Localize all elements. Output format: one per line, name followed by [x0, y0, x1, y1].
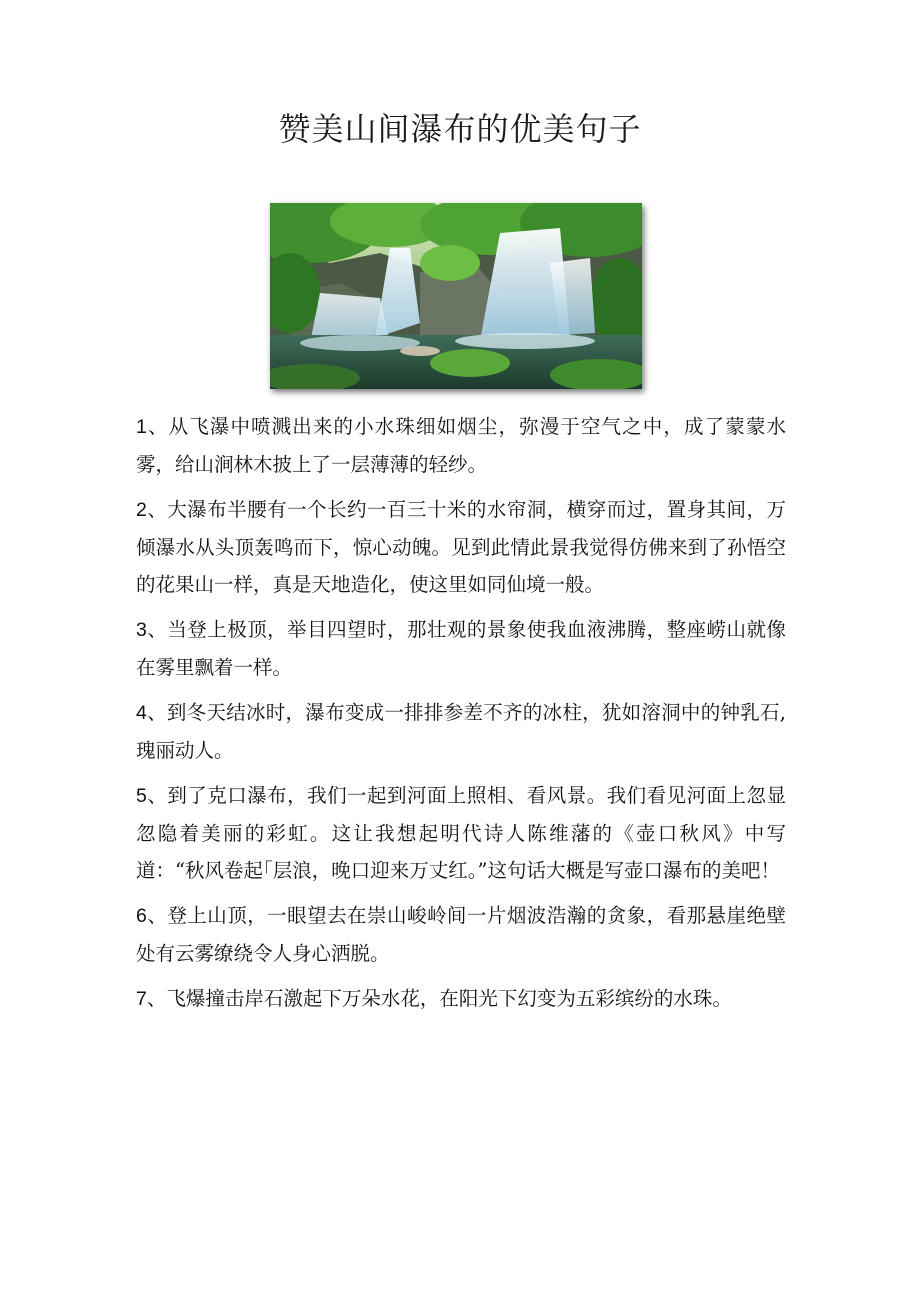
list-item: [136, 777, 786, 889]
item-separator: 、: [146, 415, 169, 438]
item-text: 飞爆撞击岸石激起下万朵水花，在阳光下幻变为五彩缤纷的水珠。: [166, 987, 732, 1010]
item-number: 7: [136, 988, 147, 1010]
paragraph-list: [136, 408, 786, 1026]
list-item: [136, 491, 786, 603]
document-title: 赞美山间瀑布的优美句子: [278, 110, 642, 148]
list-item: [136, 408, 786, 483]
item-text: 到冬天结冰时，瀑布变成一排排参差不齐的冰柱，犹如溶洞中的钟乳石,瑰丽动人。: [136, 701, 786, 762]
item-number: 1: [136, 416, 147, 438]
item-separator: 、: [146, 904, 168, 927]
list-item: [136, 611, 786, 686]
item-text: 从飞瀑中喷溅出来的小水珠细如烟尘，弥漫于空气之中，成了蒙蒙水雾，给山涧林木披上了一层薄薄的轻纱。: [136, 415, 786, 476]
item-text: 大瀑布半腰有一个长约一百三十米的水帘洞，横穿而过，置身其间，万倾瀑水从头顶轰鸣而下，惊心动魄。见到此情此景我觉得仿佛来到了孙悟空的花果山一样，真是天地造化，使这里如同仙境一般。: [136, 498, 786, 596]
item-text: 登上山顶，一眼望去在崇山峻岭间一片烟波浩瀚的贪象，看那悬崖绝壁处有云雾缭绕令人身心洒脱。: [136, 904, 786, 965]
list-item: [136, 980, 786, 1018]
item-separator: 、: [146, 784, 168, 807]
item-separator: 、: [146, 618, 168, 641]
item-number: 5: [136, 785, 147, 807]
item-separator: 、: [146, 498, 168, 521]
item-number: 3: [136, 619, 147, 641]
list-item: [136, 897, 786, 972]
list-item: [136, 694, 786, 769]
item-number: 2: [136, 499, 147, 521]
item-text: 当登上极顶，举目四望时，那壮观的景象使我血液沸腾，整座崂山就像在雾里飘着一样。: [136, 618, 786, 679]
waterfall-image: [270, 203, 642, 389]
item-separator: 、: [146, 701, 167, 724]
item-number: 6: [136, 905, 147, 927]
item-separator: 、: [146, 987, 167, 1010]
item-text: 到了克口瀑布，我们一起到河面上照相、看风景。我们看见河面上忽显忽隐着美丽的彩虹。这让我想起明代诗人陈维藩的《壶口秋风》中写道：“秋风卷起｢层浪，晚口迎来万丈红。”这句话大概是写壶口瀑布的美吧！: [136, 784, 786, 882]
waterfall-photo: [270, 203, 642, 389]
item-number: 4: [136, 702, 147, 724]
